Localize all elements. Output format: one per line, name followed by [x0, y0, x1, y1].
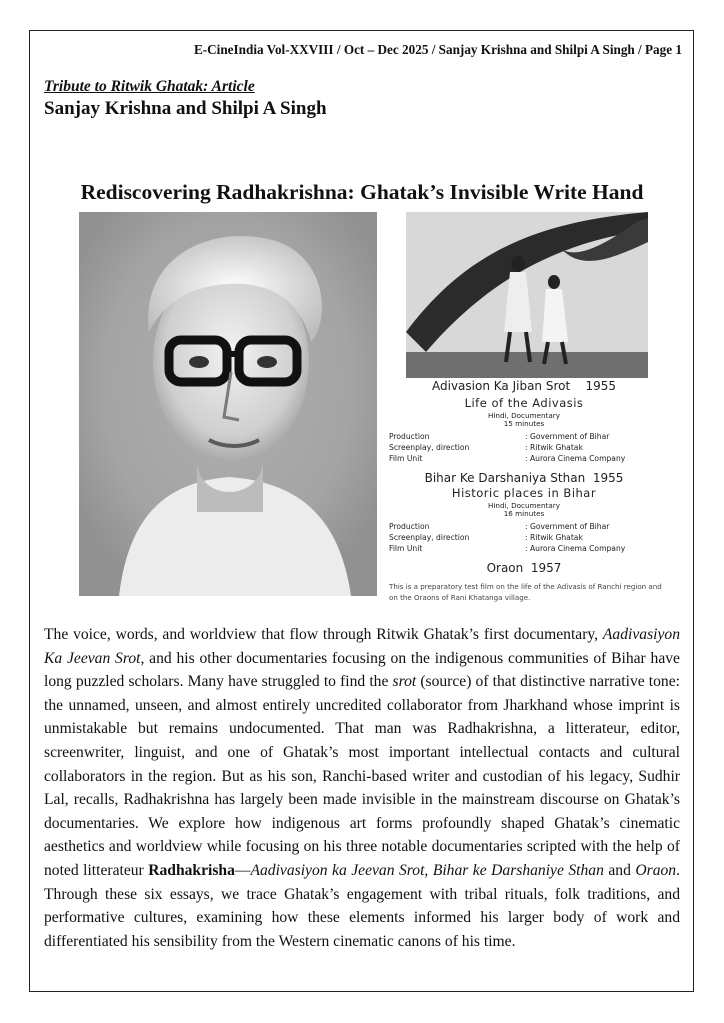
credit-value: : Aurora Cinema Company	[525, 544, 626, 553]
credit-role: Film Unit	[389, 544, 423, 553]
film-3-title: Oraon	[486, 561, 524, 575]
film-2-year: 1955	[592, 471, 624, 485]
film-3-year: 1957	[530, 561, 562, 575]
film-poster	[384, 212, 664, 608]
credit-role: Film Unit	[389, 454, 423, 463]
film-2-title: Bihar Ke Darshaniya Sthan	[424, 471, 586, 485]
poster-note: This is a preparatory test film on the life of the Adivasis of Ranchi region and on the Oraons of Rani Khatanga village.	[389, 582, 662, 602]
film-still-illustration	[406, 212, 648, 378]
credit-role: Production	[389, 432, 430, 441]
section-label: Tribute to Ritwik Ghatak: Article	[44, 78, 255, 95]
film-2-language: Hindi, Documentary	[488, 501, 560, 510]
credit-row	[389, 543, 659, 554]
body-text-run: (source) of that distinctive narrative tone: the unnamed, unseen, and almost entirely uncredited collaborator from Jharkhand whose imprint is unmistakable but remains undocumented. That man was Radhakrishna, a litterateur, editor, screenwriter, linguist, and one of Ghatak’s most important intellectual contacts and cultural collaborators in the region. But as his son, Ranchi-based writer and custodian of his legacy, Sudhir Lal, recalls, Radhakrishna has largely been made invisible in the mainstream discourse on Ghatak’s documentaries. We explore how indigenous art forms profoundly shaped Ghatak’s cinematic aesthetics and worldview while focusing on his three notable documentaries scripted with the help of noted litterateur	[44, 673, 680, 879]
article-title: Rediscovering Radhakrishna: Ghatak’s Invisible Write Hand	[80, 180, 644, 204]
body-text-run: , and his other documentaries focusing on the indigenous communities of Bihar have long puzzled scholars. Many have struggled to find the	[44, 649, 680, 691]
credit-value: : Government of Bihar	[525, 522, 610, 531]
film-2-credits	[389, 521, 659, 554]
film-1-language: Hindi, Documentary	[488, 411, 560, 420]
film-still-photo	[406, 212, 648, 378]
film-2-duration: 16 minutes	[503, 509, 545, 518]
film-3-title-line	[384, 561, 664, 575]
film-2-title-line	[384, 471, 664, 485]
credit-role: Screenplay, direction	[389, 443, 470, 452]
body-text-run: ,	[424, 861, 433, 879]
body-text-run: and	[603, 861, 636, 879]
film-1-subtitle: Life of the Adivasis	[464, 396, 584, 410]
film-1-year: 1955	[585, 379, 616, 393]
credit-value: : Aurora Cinema Company	[525, 454, 626, 463]
body-text-run: . Through these six essays, we trace Ghatak’s engagement with tribal rituals, folk traditions, and performative cultures, examining how these elements informed his larger body of work and differentiated his sensibility from the Western cinematic canons of his time.	[44, 861, 681, 950]
body-text-run: The voice, words, and worldview that flow through Ritwik Ghatak’s first documentary,	[44, 626, 603, 643]
credit-value: : Ritwik Ghatak	[525, 443, 583, 452]
credit-value: : Government of Bihar	[525, 432, 610, 441]
film-1-title: Adivasion Ka Jiban Srot	[432, 379, 571, 393]
term-ref: srot	[392, 673, 417, 691]
article-body	[44, 623, 680, 953]
film-title-ref: Oraon	[635, 861, 677, 879]
film-1-title-line	[384, 379, 664, 393]
film-title-ref: Aadivasiyon Ka Jeevan Srot	[44, 626, 680, 667]
running-header: E-CineIndia Vol-XXVIII / Oct – Dec 2025 / Sanjay Krishna and Shilpi A Singh / Page 1	[193, 42, 682, 57]
author-byline: Sanjay Krishna and Shilpi A Singh	[44, 98, 327, 119]
film-title-ref: Aadivasiyon ka Jeevan Srot	[250, 861, 425, 879]
credit-role: Screenplay, direction	[389, 533, 470, 542]
portrait-illustration	[79, 212, 377, 596]
body-text-run: —	[234, 861, 251, 879]
name-ref: Radhakrisha	[148, 861, 235, 879]
credit-value: : Ritwik Ghatak	[525, 533, 583, 542]
film-2-subtitle: Historic places in Bihar	[451, 486, 597, 500]
body-paragraph	[44, 623, 680, 953]
credit-row	[389, 521, 659, 532]
credit-row	[389, 431, 659, 442]
credit-row	[389, 442, 659, 453]
credit-row	[389, 453, 659, 464]
film-1-credits	[389, 431, 659, 464]
film-title-ref: Bihar ke Darshaniye Sthan	[432, 861, 604, 879]
film-1-duration: 15 minutes	[503, 419, 545, 428]
credit-row	[389, 532, 659, 543]
credit-role: Production	[389, 522, 430, 531]
portrait-photo	[79, 212, 377, 596]
